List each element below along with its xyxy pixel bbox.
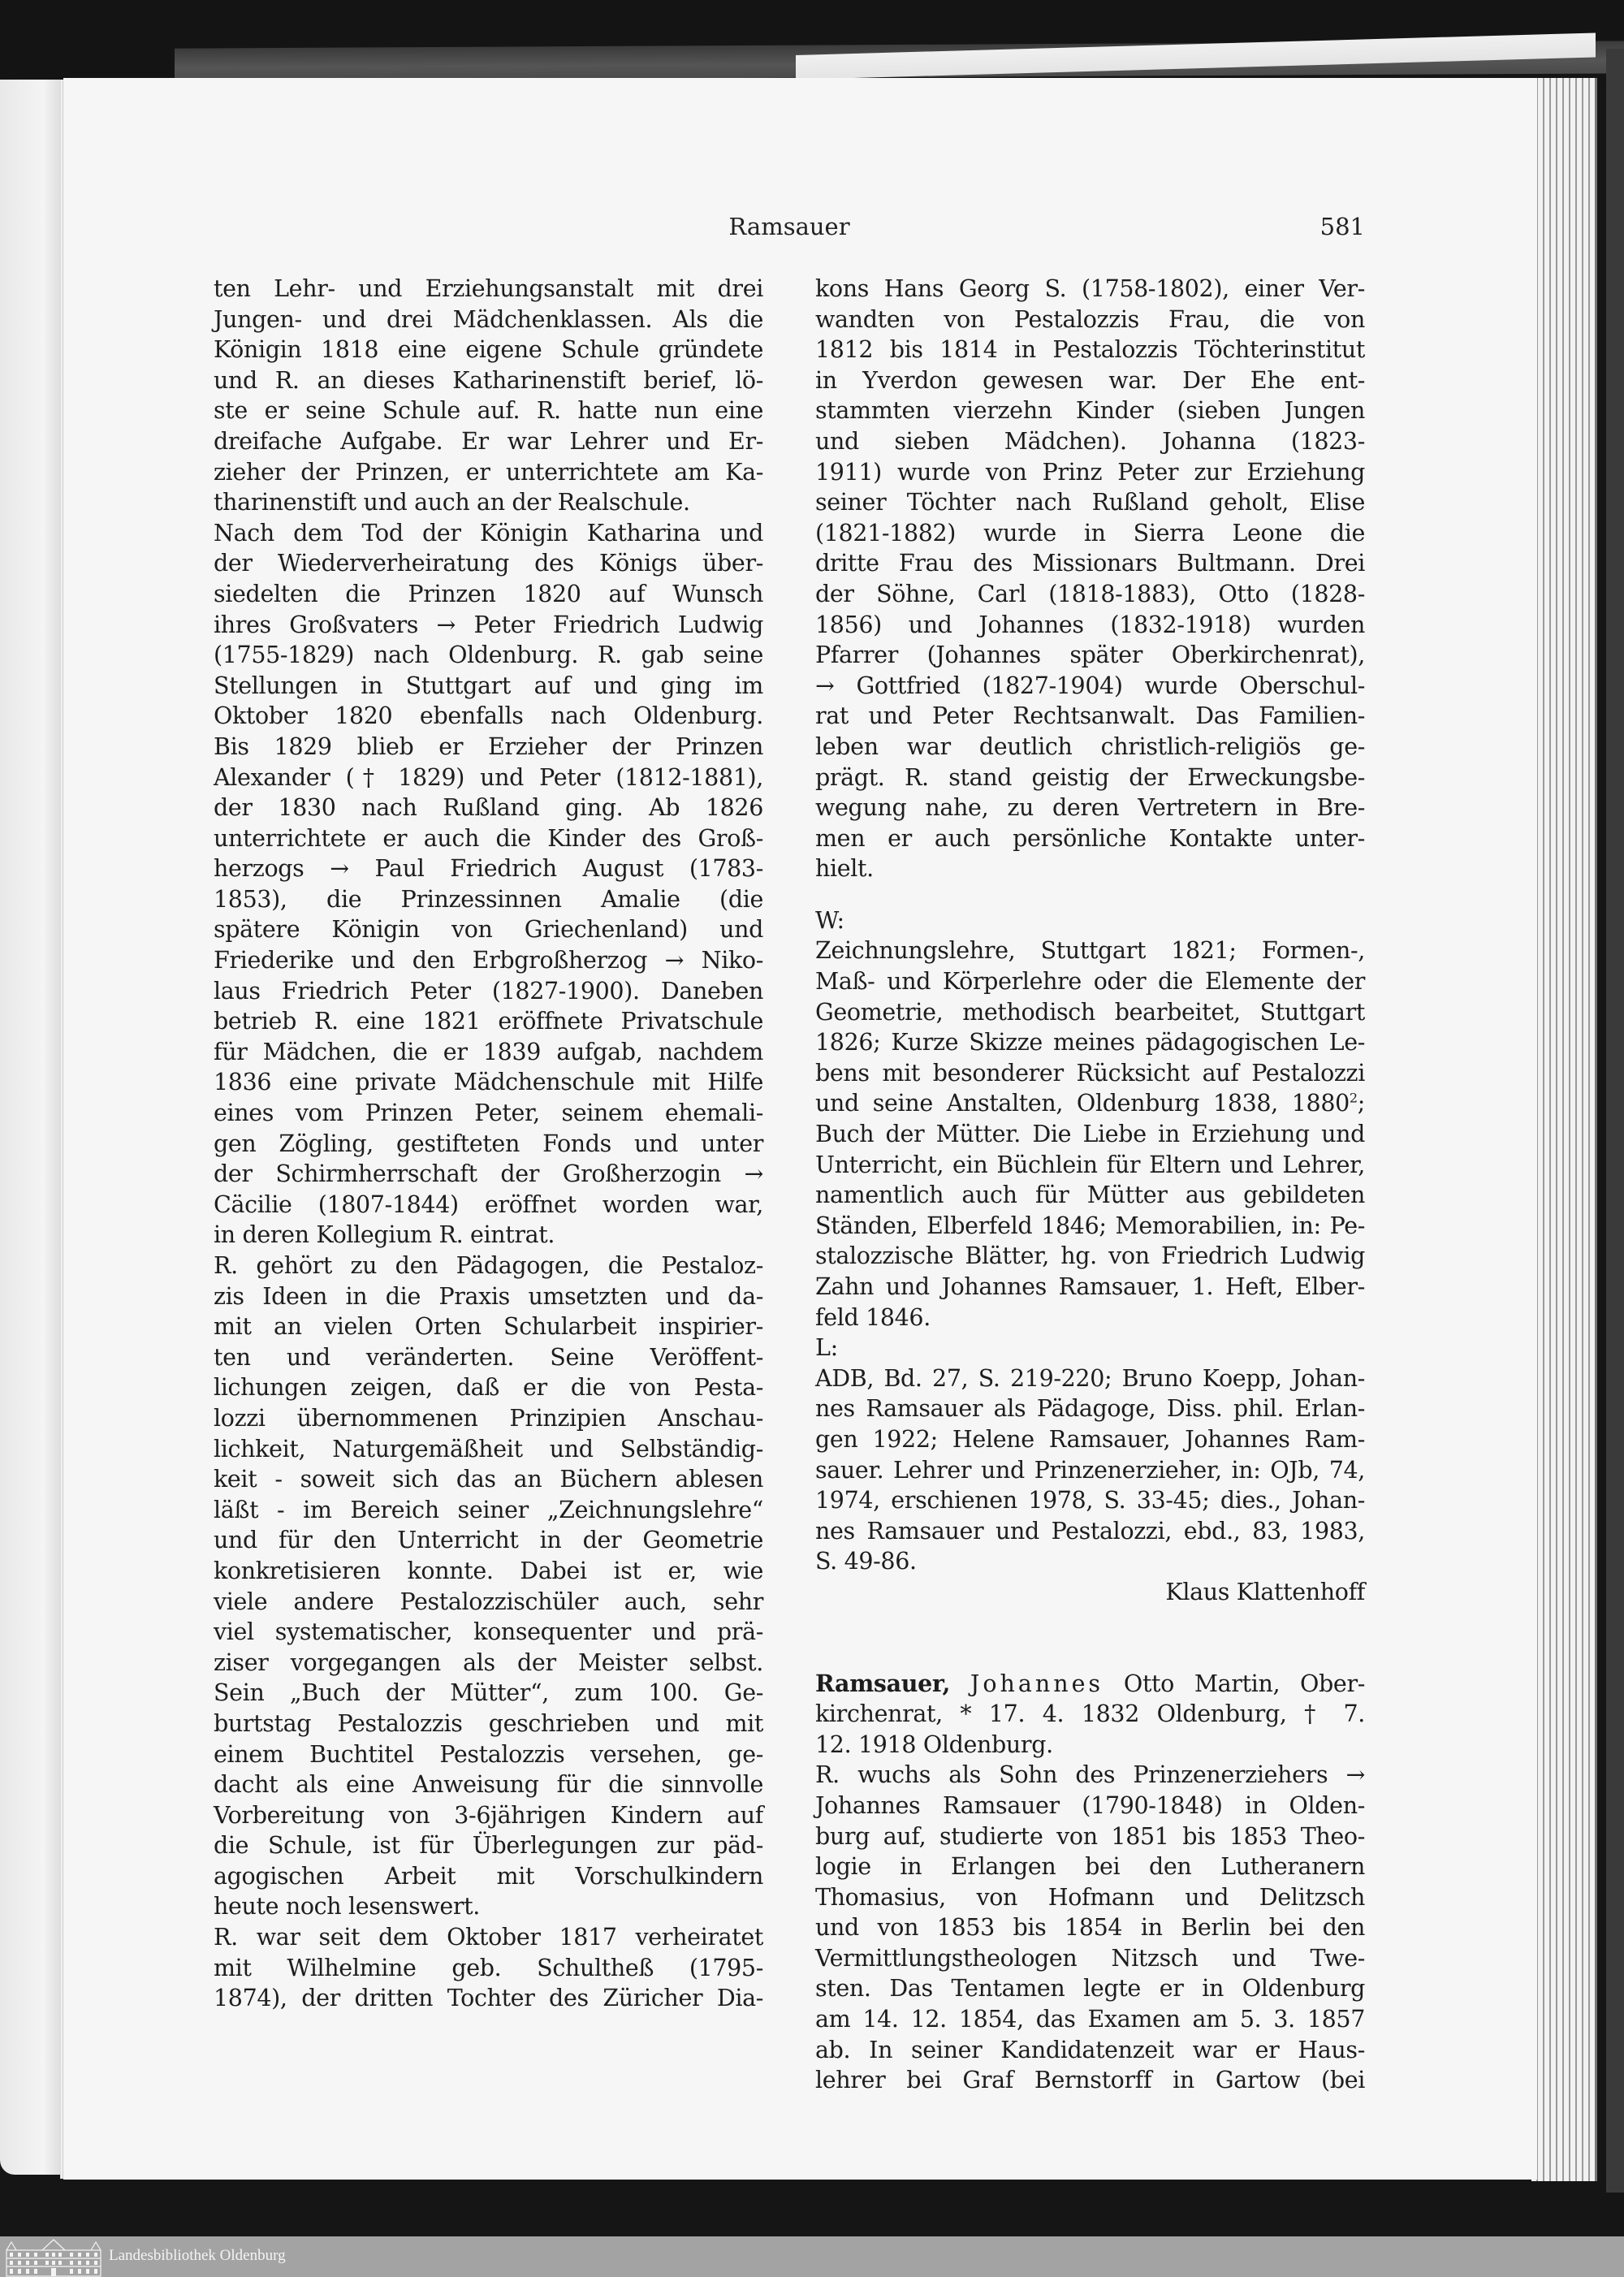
text-line <box>214 945 763 976</box>
book-cover-right <box>1606 49 1624 2193</box>
text-line-text: (1755-1829) nach Oldenburg. R. gab seine <box>214 642 763 669</box>
text-line-text: Alexander († 1829) und Peter (1812-1881), <box>214 763 763 791</box>
literature-line <box>815 1546 1365 1577</box>
text-line-text: laus Friedrich Peter (1827-1900). Daneben <box>214 977 763 1005</box>
text-line <box>214 487 763 518</box>
literature-line <box>815 1485 1365 1516</box>
text-line <box>214 701 763 732</box>
literature-line-text: nes Ramsauer und Pestalozzi, ebd., 83, 1983, <box>815 1517 1365 1545</box>
text-line-text: wegung nahe, zu deren Vertretern in Bre- <box>815 794 1365 822</box>
text-line-text: Stellungen in Stuttgart auf und ging im <box>214 672 763 699</box>
text-line-text: dreifache Aufgabe. Er war Lehrer und Er- <box>214 427 763 455</box>
text-line-text: läßt - im Bereich seiner „Zeichnungslehre“ <box>214 1496 763 1523</box>
text-line-text: wandten von Pestalozzis Frau, die von <box>815 305 1365 333</box>
works-line-text: 1826; Kurze Skizze meines pädagogischen Le- <box>815 1029 1365 1056</box>
works-line-punct: ; <box>1357 1090 1365 1117</box>
literature-line <box>815 1363 1365 1394</box>
text-line <box>815 671 1365 702</box>
text-line-text: Vorbereitung von 3-6jährigen Kindern auf <box>214 1801 763 1829</box>
text-line-text: hielt. <box>815 855 874 883</box>
text-line <box>214 914 763 945</box>
text-line-text: ab. In seiner Kandidatenzeit war er Haus- <box>815 2036 1365 2063</box>
text-line-text: Oktober 1820 ebenfalls nach Oldenburg. <box>214 702 763 730</box>
text-line <box>214 1251 763 1281</box>
author-signature: Klaus Klattenhoff <box>1165 1578 1365 1605</box>
text-line-text: konkretisieren konnte. Dabei ist er, wie <box>214 1557 763 1584</box>
text-line <box>214 1342 763 1373</box>
text-line <box>815 2035 1365 2066</box>
works-line <box>815 1241 1365 1272</box>
text-line <box>214 1587 763 1618</box>
text-line-text: mit an vielen Orten Schularbeit inspirier- <box>214 1313 763 1341</box>
text-line-text: dritte Frau des Missionars Bultmann. Drei <box>815 550 1365 577</box>
works-list <box>815 935 1365 1333</box>
text-line-text: burtstag Pestalozzis geschrieben und mit <box>214 1709 763 1737</box>
text-line <box>214 1525 763 1556</box>
text-line-text: Pfarrer (Johannes später Oberkirchenrat), <box>815 642 1365 669</box>
works-line-text: feld 1846. <box>815 1303 931 1331</box>
text-line-text: leben war deutlich christlich-religiös ge- <box>815 732 1365 760</box>
text-line-text: lozzi übernommenen Prinzipien Anschau- <box>214 1404 763 1432</box>
text-line <box>815 1760 1365 1791</box>
text-line-text: dacht als eine Anweisung für die sinnvolle <box>214 1771 763 1799</box>
text-line-text: Königin 1818 eine eigene Schule gründete <box>214 336 763 364</box>
text-line <box>214 732 763 763</box>
literature-line <box>815 1516 1365 1547</box>
text-line-text: (1821-1882) wurde in Sierra Leone die <box>815 519 1365 547</box>
works-line <box>815 1272 1365 1303</box>
text-line-text: viel systematischer, konsequenter und prä- <box>214 1618 763 1646</box>
text-line <box>214 793 763 823</box>
text-line <box>214 1037 763 1068</box>
works-line <box>815 966 1365 997</box>
literature-line <box>815 1424 1365 1455</box>
text-line-text: keit - soweit sich das an Büchern ablesen <box>214 1466 763 1493</box>
text-line-text: Vermittlungstheologen Nitzsch und Twe- <box>815 1944 1365 1972</box>
works-line-text: Zeichnungslehre, Stuttgart 1821; Formen-, <box>815 937 1365 965</box>
text-line-text: → Gottfried (1827-1904) wurde Oberschul- <box>815 672 1365 699</box>
works-line <box>815 1027 1365 1058</box>
text-line-text: stammten vierzehn Kinder (sieben Jungen <box>815 397 1365 425</box>
text-line-text: und sieben Mädchen). Johanna (1823- <box>815 427 1365 455</box>
text-line <box>214 1190 763 1221</box>
text-line <box>815 548 1365 579</box>
text-line-text: viele andere Pestalozzischüler auch, sehr <box>214 1588 763 1615</box>
text-line-text: der Söhne, Carl (1818-1883), Otto (1828- <box>815 580 1365 607</box>
text-line <box>815 518 1365 549</box>
text-line-text: der Schirmherrschaft der Großherzogin → <box>214 1160 763 1188</box>
text-line-text: Friederike und den Erbgroßherzog → Niko- <box>214 947 763 974</box>
text-line <box>214 426 763 457</box>
text-line-text: 1853), die Prinzessinnen Amalie (die <box>214 885 763 913</box>
text-line <box>214 1464 763 1495</box>
text-line-text: ten Lehr- und Erziehungsanstalt mit drei <box>214 275 763 302</box>
text-line <box>214 1617 763 1648</box>
text-line-text: 1874), der dritten Tochter des Züricher Dia- <box>214 1985 763 2012</box>
works-line-text: stalozzische Blätter, hg. von Friedrich Ludwig <box>815 1242 1365 1270</box>
text-line <box>214 1281 763 1312</box>
literature-line-text: S. 49-86. <box>815 1548 917 1575</box>
text-line <box>214 1556 763 1587</box>
text-line <box>815 487 1365 518</box>
text-line-text: kons Hans Georg S. (1758-1802), einer Ver- <box>815 275 1365 302</box>
text-line-text: 1812 bis 1814 in Pestalozzis Töchterinstitut <box>815 336 1365 364</box>
text-line-text: am 14. 12. 1854, das Examen am 5. 3. 1857 <box>815 2006 1365 2033</box>
works-line-text: bens mit besonderer Rücksicht auf Pestalozzi <box>815 1059 1365 1087</box>
works-line-text: Ständen, Elberfeld 1846; Memorabilien, in: Pe- <box>815 1212 1365 1239</box>
text-line <box>214 1922 763 1953</box>
text-line-text: Johannes Ramsauer (1790-1848) in Olden- <box>815 1791 1365 1819</box>
text-line <box>815 1912 1365 1943</box>
entry-given-name: Johannes <box>970 1670 1104 1697</box>
text-line <box>214 1311 763 1342</box>
text-line <box>815 823 1365 854</box>
text-line <box>815 2065 1365 2096</box>
text-line-text: R. wuchs als Sohn des Prinzenerziehers → <box>815 1761 1365 1789</box>
literature-line-text: ADB, Bd. 27, S. 219-220; Bruno Koepp, Johan- <box>815 1364 1365 1392</box>
text-line-text: für Mädchen, die er 1839 aufgab, nachdem <box>214 1038 763 1065</box>
text-line <box>214 1006 763 1037</box>
text-line <box>214 1678 763 1709</box>
text-line <box>214 1159 763 1190</box>
text-line <box>214 763 763 793</box>
text-line-text: und für den Unterricht in der Geometrie <box>214 1527 763 1554</box>
text-line <box>815 793 1365 823</box>
text-line <box>214 1403 763 1434</box>
text-line-text: Bis 1829 blieb er Erzieher der Prinzen <box>214 732 763 760</box>
text-line <box>815 335 1365 365</box>
text-line <box>815 640 1365 671</box>
text-line <box>815 395 1365 426</box>
works-line-text: Buch der Mütter. Die Liebe in Erziehung und <box>815 1121 1365 1148</box>
text-line <box>815 1851 1365 1882</box>
text-line <box>214 1129 763 1160</box>
left-column <box>214 274 763 2014</box>
text-line <box>815 1821 1365 1852</box>
works-line <box>815 935 1365 966</box>
text-line <box>815 1791 1365 1821</box>
text-line <box>214 823 763 854</box>
text-line-text: gen Zögling, gestifteten Fonds und unter <box>214 1130 763 1157</box>
text-line <box>214 335 763 365</box>
works-line-text: Unterricht, ein Büchlein für Eltern und Lehrer, <box>815 1151 1365 1178</box>
text-line-text: 1856) und Johannes (1832-1918) wurden <box>815 611 1365 638</box>
text-line-text: lichungen zeigen, daß er die von Pesta- <box>214 1374 763 1402</box>
text-line-text: einem Buchtitel Pestalozzis versehen, ge- <box>214 1740 763 1768</box>
text-line <box>815 732 1365 763</box>
text-line-text: der 1830 nach Rußland ging. Ab 1826 <box>214 794 763 822</box>
text-line-text: agogischen Arbeit mit Vorschulkindern <box>214 1862 763 1890</box>
text-line <box>214 1220 763 1251</box>
text-line <box>214 548 763 579</box>
text-line-text: men er auch persönliche Kontakte unter- <box>815 824 1365 852</box>
text-line-text: unterrichtete er auch die Kinder des Groß- <box>214 824 763 852</box>
text-line <box>214 457 763 488</box>
text-line <box>214 579 763 610</box>
library-footer-bar <box>0 2236 1624 2277</box>
text-line <box>815 1699 1365 1730</box>
text-line-text: und von 1853 bis 1854 in Berlin bei den <box>815 1914 1365 1942</box>
next-entry-body <box>815 1699 1365 2096</box>
text-line-text: tharinenstift und auch an der Realschule. <box>214 489 690 516</box>
library-name: Landesbibliothek Oldenburg <box>109 2247 286 2264</box>
works-line-text: Geometrie, methodisch bearbeitet, Stuttgart <box>815 998 1365 1026</box>
text-line <box>815 1730 1365 1761</box>
text-line-text: ten und veränderten. Seine Veröffent- <box>214 1343 763 1371</box>
text-line <box>214 1891 763 1922</box>
text-line-text: Thomasius, von Hofmann und Delitzsch <box>815 1883 1365 1911</box>
works-line <box>815 1211 1365 1242</box>
text-line-text: spätere Königin von Griechenland) und <box>214 916 763 944</box>
text-line-text: Nach dem Tod der Königin Katharina und <box>214 519 763 547</box>
literature-line <box>815 1393 1365 1424</box>
text-line-text: siedelten die Prinzen 1820 auf Wunsch <box>214 580 763 607</box>
text-line <box>214 1372 763 1403</box>
text-line <box>815 426 1365 457</box>
text-line <box>815 2004 1365 2035</box>
text-line <box>214 1709 763 1739</box>
text-line-text: 1911) wurde von Prinz Peter zur Erziehung <box>815 458 1365 486</box>
text-line-text: Sein „Buch der Mütter“, zum 100. Ge- <box>214 1679 763 1707</box>
text-line-text: R. war seit dem Oktober 1817 verheiratet <box>214 1924 763 1951</box>
text-line-text: Jungen- und drei Mädchenklassen. Als die <box>214 305 763 333</box>
page-number: 581 <box>1320 213 1365 240</box>
text-line-text: prägt. R. stand geistig der Erweckungsbe- <box>815 763 1365 791</box>
text-line-text: burg auf, studierte von 1851 bis 1853 Theo- <box>815 1822 1365 1850</box>
text-line <box>214 976 763 1007</box>
library-building-icon <box>5 2239 102 2277</box>
text-line-text: sten. Das Tentamen legte er in Oldenburg <box>815 1975 1365 2003</box>
text-line <box>815 701 1365 732</box>
facing-page-edge <box>0 80 62 2175</box>
works-line <box>815 1088 1365 1119</box>
page-stack-edge <box>1531 78 1597 2181</box>
text-line-text: betrieb R. eine 1821 eröffnete Privatschule <box>214 1008 763 1035</box>
text-line-text: lehrer bei Graf Bernstorff in Gartow (bei <box>815 2067 1365 2094</box>
text-line <box>815 274 1365 305</box>
text-line <box>214 1800 763 1831</box>
text-line <box>214 1067 763 1098</box>
text-line <box>815 610 1365 641</box>
text-line <box>214 305 763 335</box>
text-line-text: eines vom Prinzen Peter, seinem ehemali- <box>214 1100 763 1127</box>
text-line <box>214 1983 763 2014</box>
works-line <box>815 1303 1365 1333</box>
text-line-text: R. gehört zu den Pädagogen, die Pestaloz- <box>214 1252 763 1279</box>
text-line-text: 1836 eine private Mädchenschule mit Hilfe <box>214 1069 763 1096</box>
running-head <box>214 213 1365 245</box>
text-line-text: der Wiederverheiratung des Königs über- <box>214 550 763 577</box>
entry-body-continued <box>815 274 1365 884</box>
text-line-text: Cäcilie (1807-1844) eröffnet worden war, <box>214 1190 763 1218</box>
text-line <box>214 853 763 884</box>
works-label: W: <box>815 906 844 934</box>
text-line-text: ziser vorgegangen als der Meister selbst. <box>214 1648 763 1676</box>
text-line <box>214 1830 763 1861</box>
text-line <box>214 1769 763 1800</box>
works-line-text: namentlich auch für Mütter aus gebildeten <box>815 1182 1365 1209</box>
works-line-text: Maß- und Körperlehre oder die Elemente der <box>815 968 1365 996</box>
text-line <box>815 365 1365 396</box>
text-line-text: 12. 1918 Oldenburg. <box>815 1730 1053 1758</box>
literature-line-text: 1974, erschienen 1978, S. 33-45; dies., Johan- <box>815 1487 1365 1514</box>
text-line <box>815 763 1365 793</box>
text-line-text: in Yverdon gewesen war. Der Ehe ent- <box>815 366 1365 394</box>
text-line <box>815 1943 1365 1974</box>
works-line <box>815 1180 1365 1211</box>
text-line-text: herzogs → Paul Friedrich August (1783- <box>214 855 763 883</box>
entry-lemma: Ramsauer, <box>815 1669 951 1697</box>
literature-line-text: sauer. Lehrer und Prinzenerzieher, in: OJb, 74, <box>815 1456 1365 1484</box>
text-line <box>214 610 763 641</box>
text-line <box>214 1098 763 1129</box>
text-line <box>214 1495 763 1526</box>
text-line-text: kirchenrat, * 17. 4. 1832 Oldenburg, † 7. <box>815 1700 1365 1728</box>
text-line <box>214 518 763 549</box>
entry-heading <box>815 1669 1365 1700</box>
text-line-text: lichkeit, Naturgemäßheit und Selbständig- <box>214 1435 763 1463</box>
works-line <box>815 1119 1365 1150</box>
text-line-text: ihres Großvaters → Peter Friedrich Ludwig <box>214 611 763 638</box>
text-line <box>214 1739 763 1770</box>
literature-line-text: nes Ramsauer als Pädagoge, Diss. phil. Erlan- <box>815 1395 1365 1423</box>
text-line-text: logie in Erlangen bei den Lutheranern <box>815 1853 1365 1881</box>
text-line-text: mit Wilhelmine geb. Schultheß (1795- <box>214 1954 763 1981</box>
book-gutter <box>60 80 63 2179</box>
text-line-text: seiner Töchter nach Rußland geholt, Elise <box>815 489 1365 516</box>
text-line <box>214 1648 763 1679</box>
works-line-text: und seine Anstalten, Oldenburg 1838, 1880 <box>815 1090 1350 1117</box>
running-head-title: Ramsauer <box>728 213 850 240</box>
text-line-text: ste er seine Schule auf. R. hatte nun eine <box>214 397 763 425</box>
text-line <box>214 884 763 915</box>
literature-line <box>815 1455 1365 1486</box>
text-line-text: heute noch lesenswert. <box>214 1893 480 1921</box>
works-line <box>815 1058 1365 1089</box>
edition-superscript: 2 <box>1349 1090 1358 1106</box>
text-line-text: zis Ideen in die Praxis umsetzten und da- <box>214 1282 763 1310</box>
works-line-text: Zahn und Johannes Ramsauer, 1. Heft, Elber- <box>815 1273 1365 1300</box>
literature-label: L: <box>815 1334 838 1362</box>
text-line <box>214 671 763 702</box>
text-line <box>815 1973 1365 2004</box>
literature-line-text: gen 1922; Helene Ramsauer, Johannes Ram- <box>815 1425 1365 1453</box>
text-line <box>815 457 1365 488</box>
text-line-text: in deren Kollegium R. eintrat. <box>214 1221 555 1249</box>
text-line-text: zieher der Prinzen, er unterrichtete am Ka- <box>214 458 763 486</box>
text-line <box>214 1953 763 1984</box>
text-line-text: rat und Peter Rechtsanwalt. Das Familien- <box>815 702 1365 730</box>
text-line <box>214 365 763 396</box>
text-line <box>214 640 763 671</box>
text-line <box>815 1882 1365 1913</box>
text-line <box>815 853 1365 884</box>
text-line <box>815 579 1365 610</box>
text-line <box>815 305 1365 335</box>
entry-heading-rest: Otto Martin, Ober- <box>1104 1670 1365 1697</box>
text-line-text: und R. an dieses Katharinenstift berief, lö- <box>214 366 763 394</box>
literature-list <box>815 1363 1365 1577</box>
text-line <box>214 395 763 426</box>
text-line <box>214 1434 763 1465</box>
works-line <box>815 1150 1365 1181</box>
text-line-text: die Schule, ist für Überlegungen zur päd- <box>214 1832 763 1860</box>
text-line <box>214 1861 763 1892</box>
text-line <box>214 274 763 305</box>
works-line <box>815 997 1365 1028</box>
right-column <box>815 274 1365 2096</box>
